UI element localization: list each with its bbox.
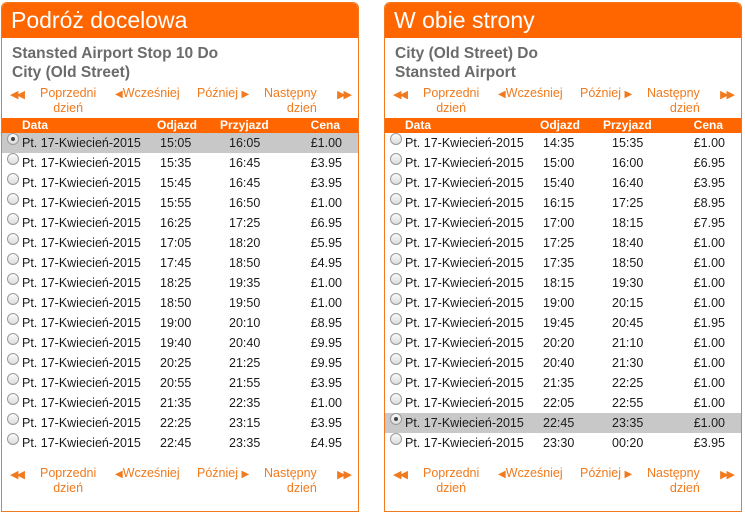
table-row[interactable] xyxy=(2,413,358,433)
previous-day-link[interactable] xyxy=(40,86,96,116)
row-date: Pt. 17-Kwiecień-2015 xyxy=(405,416,524,430)
row-date: Pt. 17-Kwiecień-2015 xyxy=(22,396,141,410)
next-day-label-2: dzień xyxy=(286,101,317,115)
date-navigation-bottom xyxy=(385,462,741,498)
row-arrive: 16:45 xyxy=(229,176,261,190)
row-arrive: 17:25 xyxy=(612,196,644,210)
journey-radio[interactable] xyxy=(390,393,402,405)
table-row[interactable] xyxy=(2,373,358,393)
row-arrive: 17:25 xyxy=(229,216,261,230)
journey-radio[interactable] xyxy=(7,153,19,165)
left-arrow-icon: ◀ xyxy=(115,469,123,480)
double-left-arrow-icon[interactable]: ◀◀ xyxy=(393,89,406,101)
table-row[interactable] xyxy=(385,193,741,213)
row-depart: 17:35 xyxy=(543,256,575,270)
journey-radio[interactable] xyxy=(7,353,19,365)
row-arrive: 22:55 xyxy=(612,396,644,410)
table-row[interactable] xyxy=(2,213,358,233)
row-arrive: 22:25 xyxy=(612,376,644,390)
row-depart: 21:35 xyxy=(160,396,192,410)
row-arrive: 16:40 xyxy=(612,176,644,190)
row-price: £1.95 xyxy=(693,316,725,330)
row-date: Pt. 17-Kwiecień-2015 xyxy=(405,236,524,250)
row-price: £4.95 xyxy=(310,256,342,270)
row-depart: 20:40 xyxy=(543,356,575,370)
previous-day-label-2: dzień xyxy=(436,481,467,495)
row-depart: 20:55 xyxy=(160,376,192,390)
journey-radio[interactable] xyxy=(390,213,402,225)
row-depart: 18:15 xyxy=(543,276,575,290)
table-row[interactable] xyxy=(385,333,741,353)
row-depart: 15:35 xyxy=(160,156,192,170)
double-right-arrow-icon[interactable]: ▶▶ xyxy=(337,89,350,101)
next-day-label: Następny xyxy=(647,466,700,480)
journey-radio[interactable] xyxy=(390,353,402,365)
date-navigation xyxy=(385,82,741,118)
row-depart: 17:45 xyxy=(160,256,192,270)
row-arrive: 19:35 xyxy=(229,276,261,290)
journey-radio[interactable] xyxy=(7,413,19,425)
row-price: £6.95 xyxy=(693,156,725,170)
row-date: Pt. 17-Kwiecień-2015 xyxy=(22,436,141,450)
row-date: Pt. 17-Kwiecień-2015 xyxy=(22,156,141,170)
row-price: £1.00 xyxy=(310,276,342,290)
row-arrive: 18:50 xyxy=(612,256,644,270)
row-price: £3.95 xyxy=(693,436,725,450)
row-arrive: 15:35 xyxy=(612,136,644,150)
row-date: Pt. 17-Kwiecień-2015 xyxy=(405,436,524,450)
row-date: Pt. 17-Kwiecień-2015 xyxy=(405,136,524,150)
earlier-link[interactable] xyxy=(498,466,563,482)
row-depart: 18:25 xyxy=(160,276,192,290)
row-depart: 19:00 xyxy=(160,316,192,330)
return-panel xyxy=(384,2,742,512)
row-depart: 19:00 xyxy=(543,296,575,310)
row-price: £1.00 xyxy=(693,296,725,310)
table-row[interactable] xyxy=(385,413,741,433)
route-line-1: Stansted Airport Stop 10 Do xyxy=(12,45,219,62)
previous-day-link[interactable] xyxy=(423,86,479,116)
row-arrive: 18:50 xyxy=(229,256,261,270)
table-row[interactable] xyxy=(385,273,741,293)
right-arrow-icon: ▶ xyxy=(241,89,250,100)
later-label: Później xyxy=(580,86,621,100)
table-row[interactable] xyxy=(2,433,358,453)
previous-day-label: Poprzedni xyxy=(40,86,97,100)
journey-radio[interactable] xyxy=(7,393,19,405)
journey-radio[interactable] xyxy=(390,293,402,305)
row-arrive: 20:10 xyxy=(229,316,261,330)
row-price: £1.00 xyxy=(310,196,342,210)
journey-radio[interactable] xyxy=(390,253,402,265)
next-day-link[interactable] xyxy=(647,86,700,116)
date-navigation-bottom xyxy=(2,462,358,498)
table-row[interactable] xyxy=(2,353,358,373)
journey-radio[interactable] xyxy=(7,433,19,445)
journey-radio[interactable] xyxy=(390,333,402,345)
row-price: £3.95 xyxy=(310,176,342,190)
row-depart: 19:40 xyxy=(160,336,192,350)
row-arrive: 20:45 xyxy=(612,316,644,330)
row-date: Pt. 17-Kwiecień-2015 xyxy=(405,396,524,410)
row-depart: 16:15 xyxy=(543,196,575,210)
double-left-arrow-icon[interactable]: ◀◀ xyxy=(393,469,406,481)
table-row[interactable] xyxy=(2,313,358,333)
row-depart: 14:35 xyxy=(543,136,575,150)
left-arrow-icon: ◀ xyxy=(115,89,123,100)
panel-title: Podróż docelowa xyxy=(2,3,358,38)
row-price: £1.00 xyxy=(693,236,725,250)
row-date: Pt. 17-Kwiecień-2015 xyxy=(405,176,524,190)
row-depart: 17:25 xyxy=(543,236,575,250)
route-description xyxy=(2,38,358,82)
row-price: £1.00 xyxy=(310,396,342,410)
previous-day-label: Poprzedni xyxy=(423,466,480,480)
right-arrow-icon: ▶ xyxy=(624,469,633,480)
row-depart: 16:25 xyxy=(160,216,192,230)
row-arrive: 23:35 xyxy=(612,416,644,430)
previous-day-label-2: dzień xyxy=(53,101,84,115)
journey-radio[interactable] xyxy=(7,373,19,385)
row-price: £1.00 xyxy=(310,136,342,150)
row-date: Pt. 17-Kwiecień-2015 xyxy=(405,336,524,350)
panel-title: W obie strony xyxy=(385,3,741,38)
outbound-panel xyxy=(1,2,359,512)
later-label: Później xyxy=(580,466,621,480)
earlier-link[interactable] xyxy=(115,466,180,482)
row-date: Pt. 17-Kwiecień-2015 xyxy=(22,276,141,290)
double-left-arrow-icon[interactable]: ◀◀ xyxy=(10,89,23,101)
row-price: £3.95 xyxy=(310,156,342,170)
route-line-1: City (Old Street) Do xyxy=(395,45,538,62)
row-depart: 15:05 xyxy=(160,136,192,150)
column-price: Cena xyxy=(693,118,723,132)
earlier-link[interactable] xyxy=(498,86,563,102)
previous-day-label: Poprzedni xyxy=(423,86,480,100)
journey-radio[interactable] xyxy=(7,293,19,305)
table-row[interactable] xyxy=(385,233,741,253)
return-rows xyxy=(385,133,741,453)
journey-radio[interactable] xyxy=(390,153,402,165)
row-arrive: 23:35 xyxy=(229,436,261,450)
row-arrive: 16:05 xyxy=(229,136,261,150)
row-arrive: 18:20 xyxy=(229,236,261,250)
row-date: Pt. 17-Kwiecień-2015 xyxy=(405,216,524,230)
previous-day-link[interactable] xyxy=(423,466,479,496)
journey-radio[interactable] xyxy=(7,273,19,285)
journey-radio[interactable] xyxy=(390,233,402,245)
row-depart: 19:45 xyxy=(543,316,575,330)
row-date: Pt. 17-Kwiecień-2015 xyxy=(22,296,141,310)
journey-radio[interactable] xyxy=(390,413,402,425)
earlier-label: Wcześniej xyxy=(122,86,180,100)
row-price: £5.95 xyxy=(310,236,342,250)
journey-radio[interactable] xyxy=(390,273,402,285)
row-date: Pt. 17-Kwiecień-2015 xyxy=(22,376,141,390)
route-line-2: Stansted Airport xyxy=(395,64,516,81)
row-price: £1.00 xyxy=(693,336,725,350)
table-row[interactable] xyxy=(385,293,741,313)
row-arrive: 20:40 xyxy=(229,336,261,350)
journey-radio[interactable] xyxy=(390,173,402,185)
journey-radio[interactable] xyxy=(7,193,19,205)
double-right-arrow-icon[interactable]: ▶▶ xyxy=(720,469,733,481)
previous-day-label: Poprzedni xyxy=(40,466,97,480)
table-row[interactable] xyxy=(385,433,741,453)
row-depart: 15:00 xyxy=(543,156,575,170)
row-date: Pt. 17-Kwiecień-2015 xyxy=(22,336,141,350)
row-depart: 23:30 xyxy=(543,436,575,450)
row-price: £4.95 xyxy=(310,436,342,450)
row-arrive: 19:30 xyxy=(612,276,644,290)
previous-day-label-2: dzień xyxy=(53,481,84,495)
row-price: £8.95 xyxy=(693,196,725,210)
row-price: £3.95 xyxy=(693,176,725,190)
table-row[interactable] xyxy=(385,253,741,273)
earlier-label: Wcześniej xyxy=(122,466,180,480)
row-arrive: 16:00 xyxy=(612,156,644,170)
next-day-label-2: dzień xyxy=(669,101,700,115)
row-price: £1.00 xyxy=(693,136,725,150)
row-depart: 22:45 xyxy=(160,436,192,450)
row-arrive: 18:40 xyxy=(612,236,644,250)
next-day-label: Następny xyxy=(264,466,317,480)
row-price: £9.95 xyxy=(310,356,342,370)
table-header xyxy=(2,118,358,133)
journey-radio[interactable] xyxy=(7,133,19,145)
journey-radio[interactable] xyxy=(390,433,402,445)
next-day-label-2: dzień xyxy=(669,481,700,495)
row-date: Pt. 17-Kwiecień-2015 xyxy=(22,176,141,190)
row-date: Pt. 17-Kwiecień-2015 xyxy=(405,356,524,370)
column-arrive: Przyjazd xyxy=(603,118,652,132)
table-row[interactable] xyxy=(2,333,358,353)
row-price: £1.00 xyxy=(693,376,725,390)
earlier-link[interactable] xyxy=(115,86,180,102)
row-price: £1.00 xyxy=(693,276,725,290)
row-depart: 22:05 xyxy=(543,396,575,410)
table-header xyxy=(385,118,741,133)
row-date: Pt. 17-Kwiecień-2015 xyxy=(405,296,524,310)
table-row[interactable] xyxy=(2,173,358,193)
left-arrow-icon: ◀ xyxy=(498,89,506,100)
journey-radio[interactable] xyxy=(7,253,19,265)
row-price: £1.00 xyxy=(693,396,725,410)
row-arrive: 21:55 xyxy=(229,376,261,390)
table-row[interactable] xyxy=(2,273,358,293)
row-depart: 22:45 xyxy=(543,416,575,430)
row-date: Pt. 17-Kwiecień-2015 xyxy=(405,156,524,170)
later-label: Później xyxy=(197,466,238,480)
previous-day-label-2: dzień xyxy=(436,101,467,115)
later-link[interactable] xyxy=(580,86,632,102)
row-price: £6.95 xyxy=(310,216,342,230)
table-row[interactable] xyxy=(385,173,741,193)
row-date: Pt. 17-Kwiecień-2015 xyxy=(22,196,141,210)
row-price: £1.00 xyxy=(310,296,342,310)
journey-radio[interactable] xyxy=(7,313,19,325)
right-arrow-icon: ▶ xyxy=(624,89,633,100)
column-date: Data xyxy=(22,118,49,132)
row-price: £3.95 xyxy=(310,376,342,390)
route-description xyxy=(385,38,741,82)
next-day-link[interactable] xyxy=(264,466,317,496)
next-day-label-2: dzień xyxy=(286,481,317,495)
row-date: Pt. 17-Kwiecień-2015 xyxy=(22,256,141,270)
table-row[interactable] xyxy=(385,153,741,173)
later-label: Później xyxy=(197,86,238,100)
row-arrive: 21:30 xyxy=(612,356,644,370)
row-depart: 15:40 xyxy=(543,176,575,190)
route-line-2: City (Old Street) xyxy=(12,64,130,81)
row-date: Pt. 17-Kwiecień-2015 xyxy=(22,316,141,330)
row-arrive: 21:25 xyxy=(229,356,261,370)
journey-radio[interactable] xyxy=(7,233,19,245)
later-link[interactable] xyxy=(197,86,249,102)
row-price: £8.95 xyxy=(310,316,342,330)
table-row[interactable] xyxy=(385,393,741,413)
right-arrow-icon: ▶ xyxy=(241,469,250,480)
row-date: Pt. 17-Kwiecień-2015 xyxy=(405,276,524,290)
column-depart: Odjazd xyxy=(157,118,198,132)
row-arrive: 16:50 xyxy=(229,196,261,210)
row-depart: 17:05 xyxy=(160,236,192,250)
row-arrive: 23:15 xyxy=(229,416,261,430)
table-row[interactable] xyxy=(2,233,358,253)
table-row[interactable] xyxy=(2,193,358,213)
next-day-label: Następny xyxy=(647,86,700,100)
row-depart: 17:00 xyxy=(543,216,575,230)
row-date: Pt. 17-Kwiecień-2015 xyxy=(405,256,524,270)
table-row[interactable] xyxy=(385,313,741,333)
row-depart: 15:45 xyxy=(160,176,192,190)
row-date: Pt. 17-Kwiecień-2015 xyxy=(405,196,524,210)
row-price: £1.00 xyxy=(693,256,725,270)
row-arrive: 20:15 xyxy=(612,296,644,310)
table-row[interactable] xyxy=(385,373,741,393)
row-depart: 22:25 xyxy=(160,416,192,430)
row-arrive: 22:35 xyxy=(229,396,261,410)
table-row[interactable] xyxy=(2,293,358,313)
row-date: Pt. 17-Kwiecień-2015 xyxy=(22,356,141,370)
table-row[interactable] xyxy=(2,153,358,173)
row-depart: 21:35 xyxy=(543,376,575,390)
row-date: Pt. 17-Kwiecień-2015 xyxy=(22,216,141,230)
column-arrive: Przyjazd xyxy=(220,118,269,132)
column-date: Data xyxy=(405,118,432,132)
row-price: £9.95 xyxy=(310,336,342,350)
table-row[interactable] xyxy=(2,253,358,273)
row-arrive: 21:10 xyxy=(612,336,644,350)
row-price: £7.95 xyxy=(693,216,725,230)
journey-radio[interactable] xyxy=(390,313,402,325)
row-price: £3.95 xyxy=(310,416,342,430)
table-row[interactable] xyxy=(385,213,741,233)
journey-radio[interactable] xyxy=(7,333,19,345)
column-price: Cena xyxy=(310,118,340,132)
row-date: Pt. 17-Kwiecień-2015 xyxy=(22,136,141,150)
column-depart: Odjazd xyxy=(540,118,581,132)
journey-radio[interactable] xyxy=(7,173,19,185)
previous-day-link[interactable] xyxy=(40,466,96,496)
row-arrive: 00:20 xyxy=(612,436,644,450)
row-arrive: 18:15 xyxy=(612,216,644,230)
table-row[interactable] xyxy=(385,353,741,373)
row-arrive: 16:45 xyxy=(229,156,261,170)
row-depart: 15:55 xyxy=(160,196,192,210)
earlier-label: Wcześniej xyxy=(505,466,563,480)
next-day-link[interactable] xyxy=(264,86,317,116)
row-depart: 20:25 xyxy=(160,356,192,370)
double-right-arrow-icon[interactable]: ▶▶ xyxy=(337,469,350,481)
table-row[interactable] xyxy=(2,133,358,153)
table-row[interactable] xyxy=(2,393,358,413)
double-left-arrow-icon[interactable]: ◀◀ xyxy=(10,469,23,481)
later-link[interactable] xyxy=(197,466,249,482)
row-arrive: 19:50 xyxy=(229,296,261,310)
row-date: Pt. 17-Kwiecień-2015 xyxy=(22,416,141,430)
row-date: Pt. 17-Kwiecień-2015 xyxy=(405,316,524,330)
row-depart: 18:50 xyxy=(160,296,192,310)
earlier-label: Wcześniej xyxy=(505,86,563,100)
journey-radio[interactable] xyxy=(390,373,402,385)
outbound-rows xyxy=(2,133,358,453)
later-link[interactable] xyxy=(580,466,632,482)
left-arrow-icon: ◀ xyxy=(498,469,506,480)
journey-radio[interactable] xyxy=(390,193,402,205)
row-date: Pt. 17-Kwiecień-2015 xyxy=(405,376,524,390)
row-date: Pt. 17-Kwiecień-2015 xyxy=(22,236,141,250)
row-price: £1.00 xyxy=(693,416,725,430)
table-row[interactable] xyxy=(385,133,741,153)
next-day-link[interactable] xyxy=(647,466,700,496)
row-price: £1.00 xyxy=(693,356,725,370)
double-right-arrow-icon[interactable]: ▶▶ xyxy=(720,89,733,101)
journey-radio[interactable] xyxy=(390,133,402,145)
row-depart: 20:20 xyxy=(543,336,575,350)
date-navigation xyxy=(2,82,358,118)
journey-radio[interactable] xyxy=(7,213,19,225)
next-day-label: Następny xyxy=(264,86,317,100)
